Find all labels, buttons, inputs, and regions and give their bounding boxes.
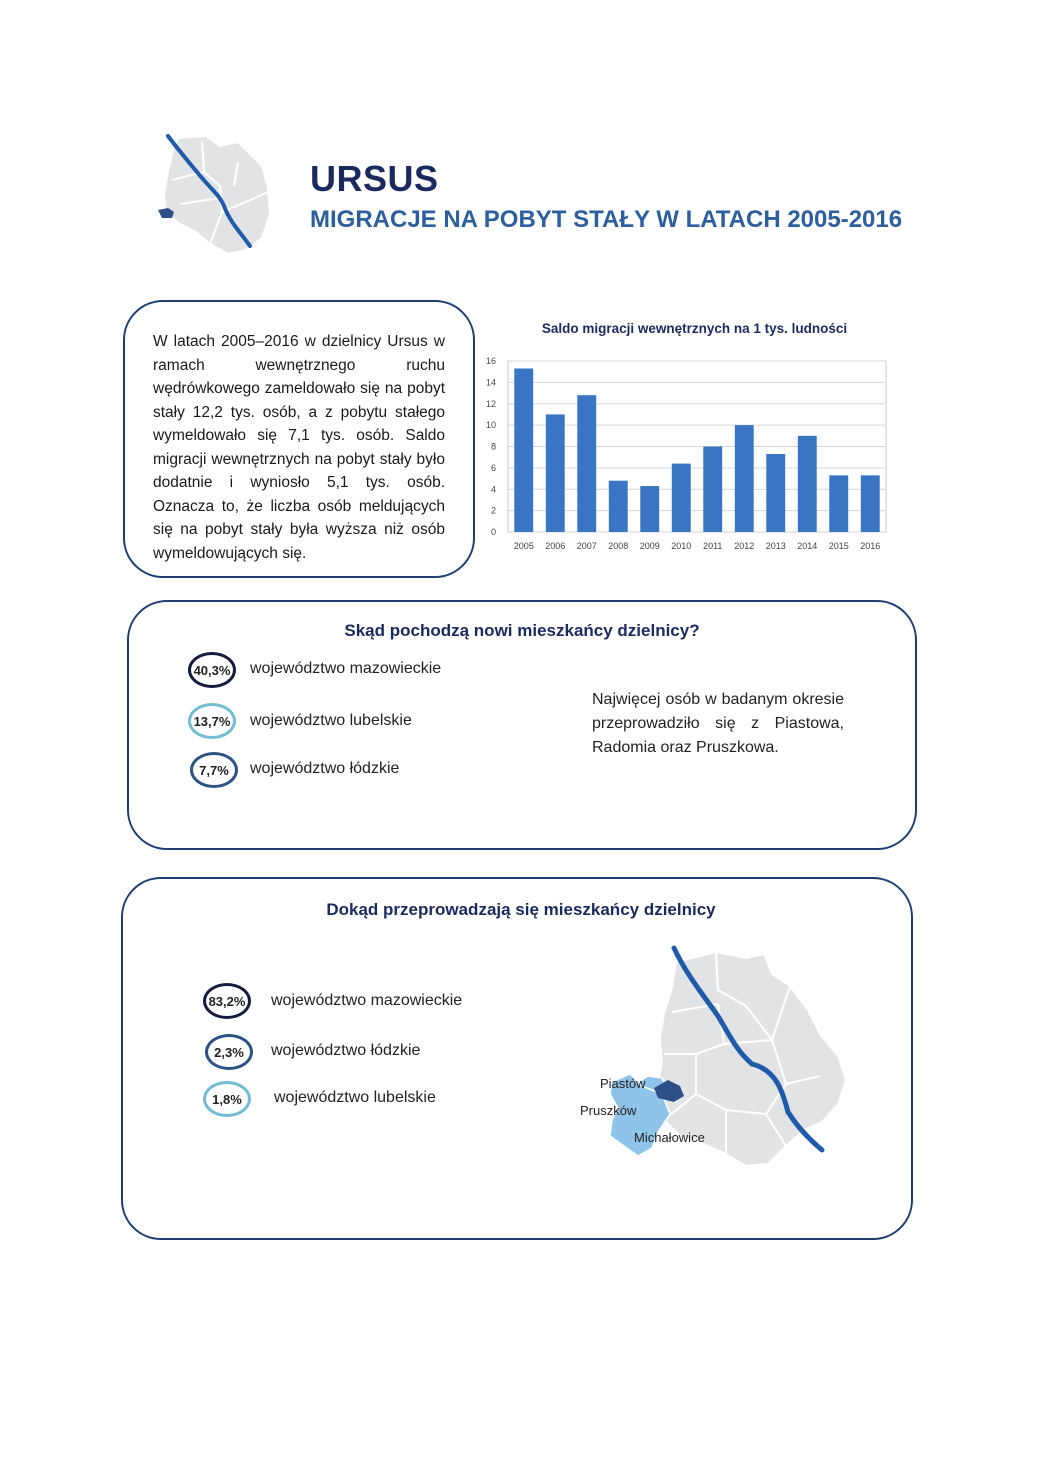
x-tick-label: 2007 [576, 541, 597, 551]
x-tick-label: 2012 [734, 541, 755, 551]
x-tick-label: 2005 [513, 541, 534, 551]
x-tick-label: 2016 [860, 541, 881, 551]
destination-title: Dokąd przeprowadzają się mieszkańcy dzielnicy [326, 900, 716, 919]
bar [735, 425, 754, 532]
y-tick-label: 14 [485, 377, 496, 388]
intro-text: W latach 2005–2016 w dzielnicy Ursus w ramach wewnętrznego ruchu wędrówkowego zameldowało się na pobyt stały 12,2 tys. osób, a z pobytu stałego wymeldowało się 7,1 tys. osób. Saldo migracji wewnętrznych na pobyt stały było dodatnie i wyniosło 5,1 tys. osób. Oznacza to, że liczba osób meldujących się na pobyt stały była wyższa niż osób wymeldowujących się. [153, 333, 445, 562]
y-tick-label: 16 [485, 356, 496, 366]
origin-region-label: województwo lubelskie [250, 712, 412, 729]
destination-map [576, 944, 866, 1174]
map-label-pruszkow: Pruszków [580, 1103, 637, 1118]
origin-region-label: województwo mazowieckie [250, 660, 442, 677]
destination-region-label: województwo łódzkie [271, 1042, 421, 1059]
bar [640, 486, 659, 532]
y-tick-label: 8 [490, 441, 496, 452]
y-tick-label: 4 [490, 484, 496, 495]
origin-percent-badge: 13,7% [188, 703, 236, 739]
y-tick-label: 0 [490, 527, 496, 537]
origin-percent-badge: 7,7% [190, 752, 238, 788]
destination-percent-badge: 83,2% [203, 983, 251, 1019]
warsaw-map-icon [158, 132, 278, 256]
x-tick-label: 2008 [608, 541, 629, 551]
destination-region-label: województwo lubelskie [274, 1089, 436, 1106]
x-tick-label: 2013 [765, 541, 786, 551]
bar [609, 481, 628, 532]
destination-region-label: województwo mazowieckie [271, 992, 463, 1009]
x-tick-label: 2009 [639, 541, 660, 551]
bar [672, 464, 691, 532]
x-tick-label: 2010 [671, 541, 692, 551]
destination-percent-badge: 1,8% [203, 1081, 251, 1117]
y-tick-label: 12 [485, 398, 496, 409]
map-label-michalowice: Michałowice [634, 1130, 705, 1145]
bar [514, 368, 533, 532]
bar [861, 475, 880, 532]
migration-bar-chart [478, 350, 898, 560]
y-tick-label: 6 [490, 462, 496, 473]
map-label-piastow: Piastów [600, 1076, 646, 1091]
origin-note: Najwięcej osób w badanym okresie przeprowadziło się z Piastowa, Radomia oraz Pruszkowa. [592, 691, 844, 756]
map-label-river: Wisła [806, 1126, 828, 1146]
origin-percent-badge: 40,3% [188, 652, 236, 688]
bar [766, 454, 785, 532]
bar [829, 475, 848, 532]
y-tick-label: 2 [490, 505, 496, 516]
bar [546, 414, 565, 532]
origin-title: Skąd pochodzą nowi mieszkańcy dzielnicy? [344, 621, 700, 640]
chart-title: Saldo migracji wewnętrznych na 1 tys. ludności [541, 321, 848, 336]
bar [798, 436, 817, 532]
x-tick-label: 2011 [703, 541, 723, 551]
origin-region-label: województwo łódzkie [250, 760, 400, 777]
page-title: URSUS [310, 158, 439, 199]
x-tick-label: 2015 [828, 541, 849, 551]
x-tick-label: 2006 [545, 541, 566, 551]
y-tick-label: 10 [485, 420, 496, 431]
bar [703, 447, 722, 533]
x-tick-label: 2014 [797, 541, 818, 551]
destination-percent-badge: 2,3% [205, 1034, 253, 1070]
bar [577, 395, 596, 532]
page-subtitle: MIGRACJE NA POBYT STAŁY W LATACH 2005-2016 [310, 206, 903, 233]
